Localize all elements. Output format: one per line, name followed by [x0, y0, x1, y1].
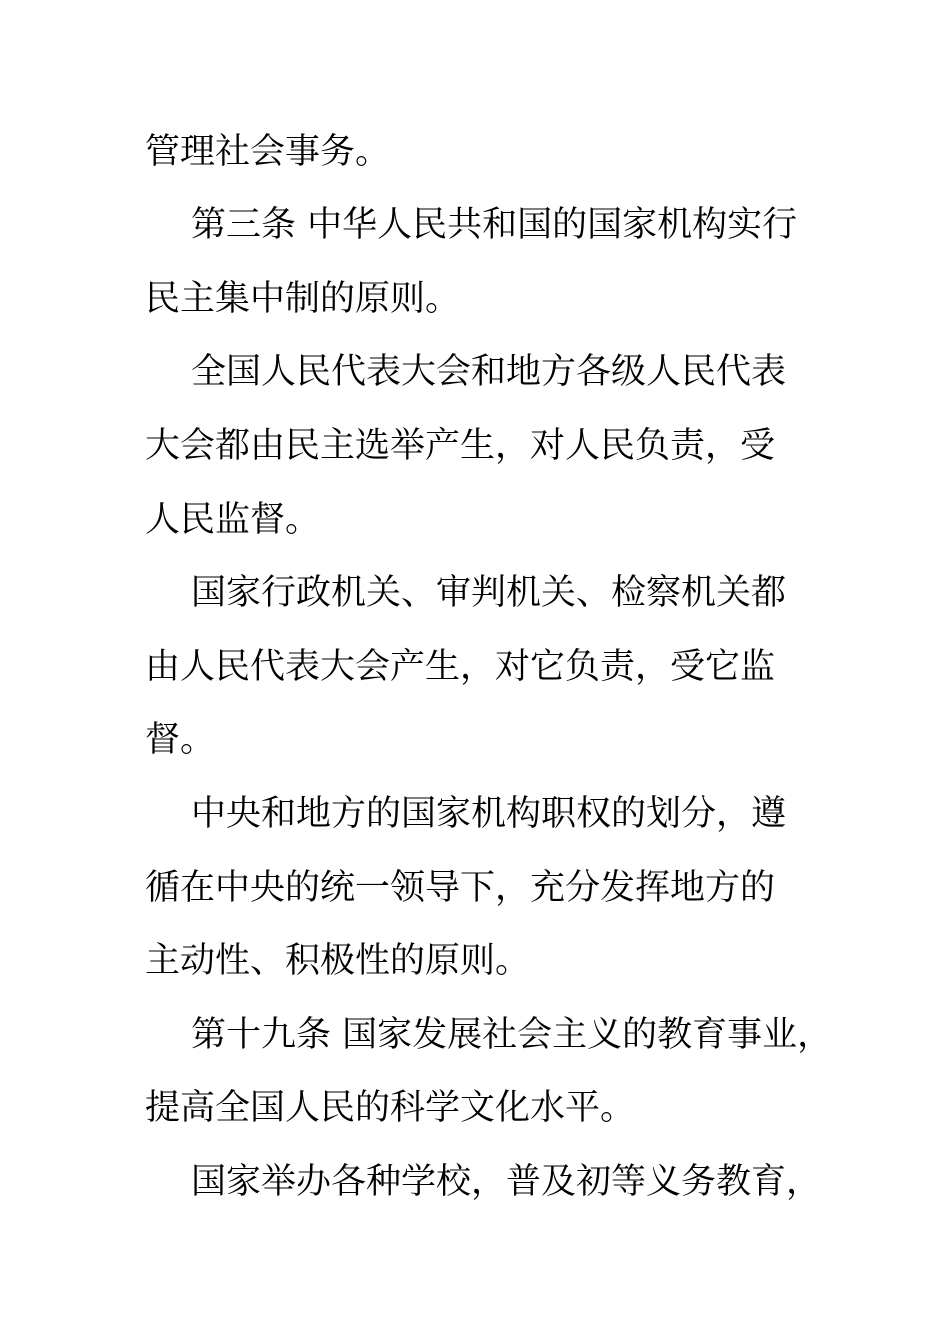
text-line: 人民监督。: [145, 500, 321, 540]
text-line: 循在中央的统一领导下，充分发挥地方的: [145, 868, 776, 908]
text-line: 大会都由民主选举产生，对人民负责，受: [145, 426, 776, 466]
paragraph-start-line: 全国人民代表大会和地方各级人民代表: [191, 352, 787, 392]
text-line: 由人民代表大会产生，对它负责，受它监: [145, 647, 776, 687]
article-heading-line: 第三条 中华人民共和国的国家机构实行: [191, 205, 798, 245]
paragraph-start-line: 国家举办各种学校，普及初等义务教育，: [191, 1162, 822, 1202]
text-line: 主动性、积极性的原则。: [145, 941, 531, 981]
text-line: 民主集中制的原则。: [145, 279, 461, 319]
text-line: 督。: [145, 720, 216, 760]
text-line: 管理社会事务。: [145, 132, 391, 172]
paragraph-start-line: 中央和地方的国家机构职权的划分，遵: [191, 794, 787, 834]
article-heading-line: 第十九条 国家发展社会主义的教育事业，: [191, 1015, 833, 1055]
text-line: 提高全国人民的科学文化水平。: [145, 1088, 636, 1128]
paragraph-start-line: 国家行政机关、审判机关、检察机关都: [191, 573, 787, 613]
